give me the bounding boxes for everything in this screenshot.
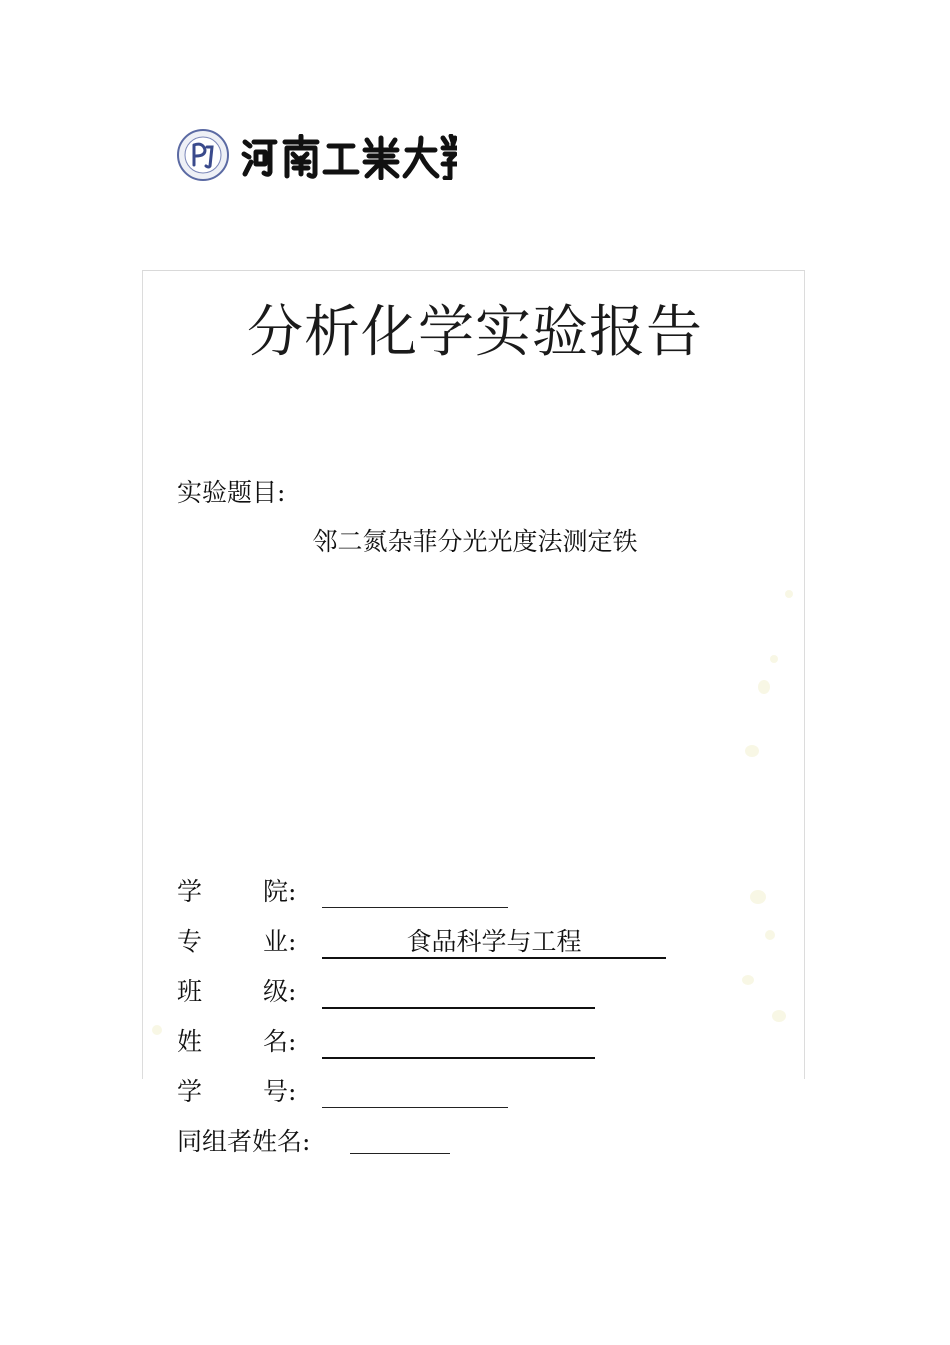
university-wordmark [241,134,457,180]
partner-underline[interactable] [350,1153,450,1154]
name-underline [322,1057,595,1059]
partner-label: 同组者姓名: [177,1127,311,1156]
background-speck [742,975,754,985]
major-field [177,925,677,965]
background-speck [772,1010,786,1022]
background-speck [785,590,793,598]
report-title: 分析化学实验报告 [247,300,703,365]
background-speck [745,745,759,757]
university-logo [175,128,457,182]
college-label-first: 学 [177,877,203,906]
major-label-second: 业: [263,927,297,956]
class-label-first: 班 [177,977,203,1006]
university-seal-icon [175,128,231,182]
background-speck [765,930,775,940]
student-id-label-first: 学 [177,1077,203,1106]
college-label-second: 院: [263,877,297,906]
student-id-label-second: 号: [263,1077,297,1106]
college-underline [322,907,508,908]
background-speck [152,1025,162,1035]
class-field [177,975,607,1015]
name-field [177,1025,607,1065]
major-underline [322,957,666,959]
college-field [177,875,517,915]
background-speck [750,890,766,904]
background-speck [758,680,770,694]
topic-label: 实验题目: [177,478,286,507]
major-label-first: 专 [177,927,203,956]
class-label-second: 级: [263,977,297,1006]
student-id-underline [322,1107,508,1108]
major-value[interactable]: 食品科学与工程 [406,927,582,956]
class-underline [322,1007,595,1009]
name-label-second: 名: [263,1027,297,1056]
topic-value: 邻二氮杂菲分光光度法测定铁 [312,527,638,556]
student-id-field [177,1075,517,1115]
name-label-first: 姓 [177,1027,203,1056]
background-speck [770,655,778,663]
